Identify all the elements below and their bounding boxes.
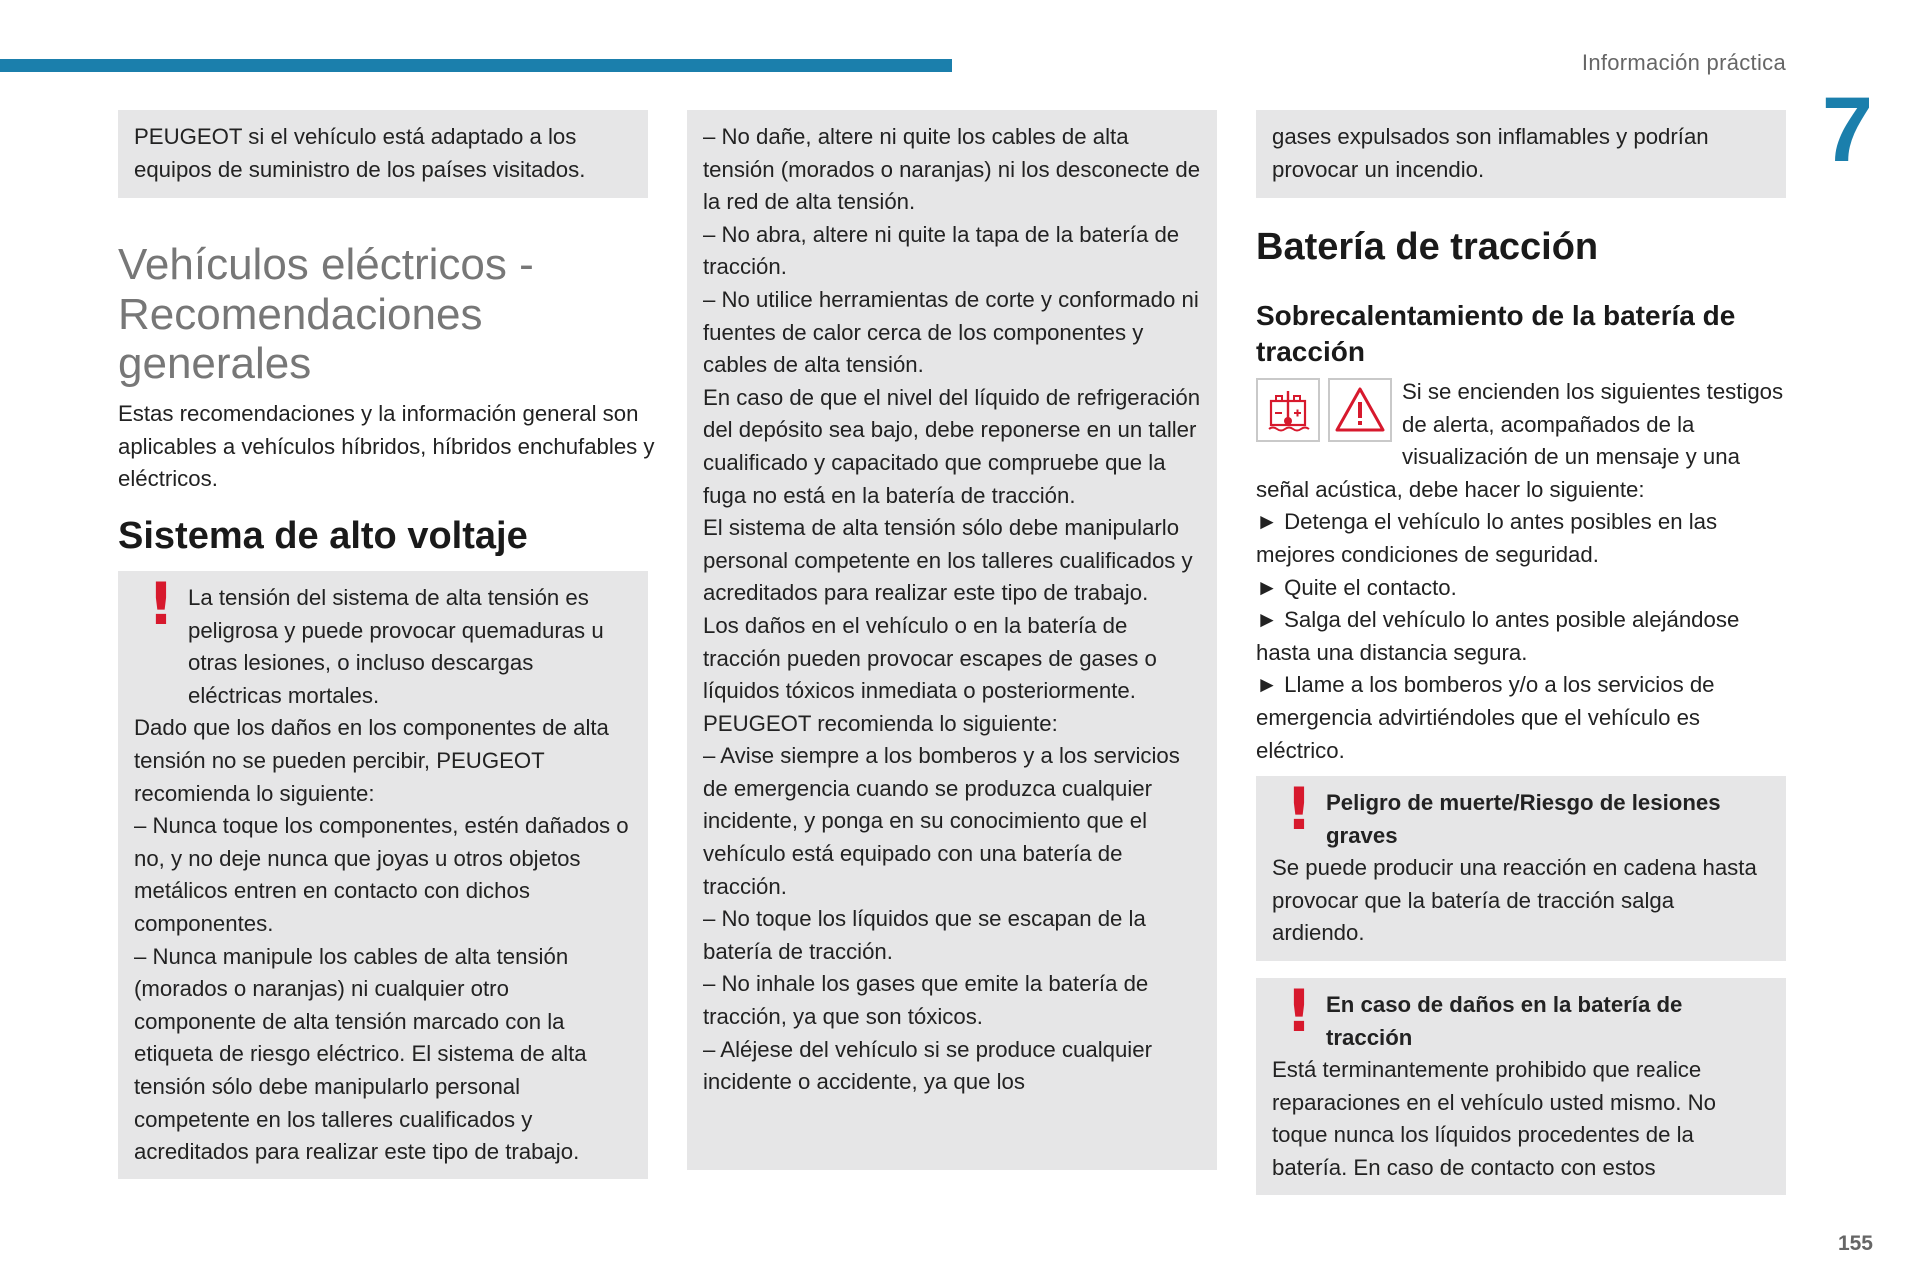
instruction-step: ► Quite el contacto. [1256, 574, 1457, 600]
continued-note-text: PEUGEOT si el vehículo está adaptado a los equipos de suministro de los países visitados. [134, 124, 586, 182]
top-accent-bar [0, 59, 952, 72]
instruction-step: ► Detenga el vehículo lo antes posibles en las mejores condiciones de seguridad. [1256, 509, 1718, 567]
warning-exclamation-icon: ! [147, 570, 175, 638]
recommendation-line: – No utilice herramientas de corte y conformado ni fuentes de calor cerca de los componentes y cables de alta tensión. [703, 286, 1199, 378]
recommendation-line: – No dañe, altere ni quite los cables de alta tensión (morados o naranjas) ni los desconecte de la red de alta tensión. [703, 124, 1201, 215]
warning-text-line: La tensión del sistema de alta tensión es peligrosa y puede provocar quemaduras u otras lesiones, o incluso descargas eléctricas mortales. [188, 585, 604, 708]
recommendation-line: PEUGEOT recomienda lo siguiente: [703, 710, 1058, 736]
continued-note-box [118, 110, 648, 198]
intro-text: Estas recomendaciones y la información general son aplicables a vehículos híbridos, híbridos enchufables y eléctricos. [118, 401, 655, 492]
section-heading: Sistema de alto voltaje [118, 515, 528, 557]
continued-warning-box [1256, 110, 1786, 198]
section-heading: Batería de tracción [1256, 226, 1599, 268]
overheat-intro-text: Si se encienden los siguientes testigos de alerta, acompañados de la visualización de un mensaje y una señal acústica, debe hacer lo siguiente: [1256, 379, 1784, 502]
subsection-heading: Sobrecalentamiento de la batería de tracción [1256, 300, 1736, 367]
recommendation-line: En caso de que el nivel del líquido de refrigeración del depósito sea bajo, debe reponerse en un taller cualificado y capacitado que compruebe que la fuga no está en la batería de tracción. [703, 384, 1201, 508]
recommendation-line: – No toque los líquidos que se escapan de la batería de tracción. [703, 906, 1146, 964]
warning-text: Está terminantemente prohibido que realice reparaciones en el vehículo usted mismo. No toque nunca los líquidos procedentes de la batería. En caso de contacto con estos [1272, 1057, 1716, 1180]
warning-title: Peligro de muerte/Riesgo de lesiones graves [1326, 790, 1721, 848]
warning-box-danger [1256, 776, 1786, 961]
warning-text-line: – Nunca toque los componentes, estén dañados o no, y no deje nunca que joyas u otros objetos metálicos entren en contacto con dichos componentes. [134, 813, 629, 936]
continued-warning-text: gases expulsados son inflamables y podrían provocar un incendio. [1272, 124, 1709, 182]
warning-text-line: – Nunca manipule los cables de alta tensión (morados o naranjas) ni cualquier otro componente de alta tensión marcado con la etiqueta de riesgo eléctrico. El sistema de alta tensión sólo debe manipularlo personal competente en los talleres cualificados y acreditados para realizar este tipo de trabajo. [134, 943, 587, 1165]
recommendation-line: El sistema de alta tensión sólo debe manipularlo personal competente en los talleres cualificados y acreditados para realizar este tipo de trabajo. [703, 515, 1193, 606]
recommendation-line: – No abra, altere ni quite la tapa de la batería de tracción. [703, 221, 1180, 280]
warning-text-line: Dado que los daños en los componentes de alta tensión no se pueden percibir, PEUGEOT recomienda lo siguiente: [134, 715, 609, 806]
recommendation-line: – Aléjese del vehículo si se produce cualquier incidente o accidente, ya que los [703, 1036, 1152, 1095]
recommendations-box [687, 110, 1217, 1170]
page-number: 155 [1837, 1232, 1873, 1255]
instruction-step: ► Llame a los bomberos y/o a los servicios de emergencia advirtiéndoles que el vehículo es eléctrico. [1256, 672, 1715, 763]
warning-lamps [1256, 378, 1392, 442]
triangle-warning-icon [1328, 378, 1392, 442]
overheat-instructions [1256, 376, 1786, 767]
warning-text: Se puede producir una reacción en cadena hasta provocar que la batería de tracción salga ardiendo. [1272, 855, 1757, 946]
warning-exclamation-icon: ! [1285, 977, 1313, 1045]
battery-temperature-warning-icon [1256, 378, 1320, 442]
warning-box-high-voltage [118, 571, 648, 1179]
chapter-number: 7 [1821, 79, 1873, 181]
warning-title: En caso de daños en la batería de tracción [1326, 992, 1683, 1050]
recommendation-line: – Avise siempre a los bomberos y a los servicios de emergencia cuando se produzca cualquier incidente, y ponga en su conocimiento que el vehículo está equipado con una batería de tracción. [703, 743, 1180, 899]
recommendation-line: Los daños en el vehículo o en la batería de tracción pueden provocar escapes de gases o líquidos tóxicos inmediata o posteriormente. [703, 612, 1157, 704]
warning-exclamation-icon: ! [1285, 775, 1313, 843]
section-label: Información práctica [1581, 50, 1786, 75]
warning-box-battery-damage [1256, 978, 1786, 1195]
recommendation-line: – No inhale los gases que emite la batería de tracción, ya que son tóxicos. [703, 971, 1149, 1030]
instruction-step: ► Salga del vehículo lo antes posible alejándose hasta una distancia segura. [1256, 607, 1740, 665]
page-title: Vehículos eléctricos - Recomendaciones generales [118, 240, 534, 388]
